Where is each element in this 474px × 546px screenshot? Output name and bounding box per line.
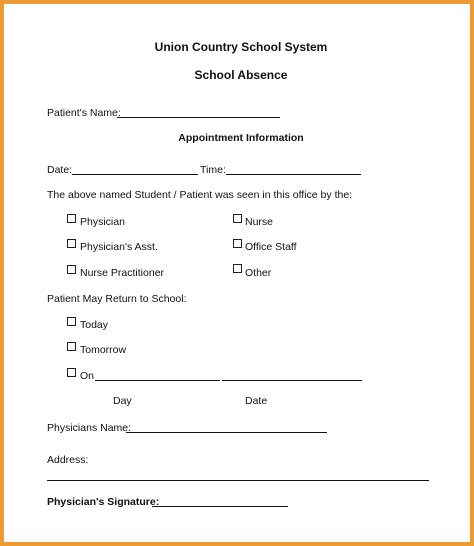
tomorrow-checkbox[interactable] xyxy=(67,342,76,351)
appointment-heading: Appointment Information xyxy=(178,132,304,144)
day-caption: Day xyxy=(113,395,132,407)
return-label: Patient May Return to School: xyxy=(47,293,187,305)
patient-name-label: Patient's Name: xyxy=(47,107,121,119)
nurse-practitioner-checkbox[interactable] xyxy=(67,265,76,274)
physician-checkbox[interactable] xyxy=(67,214,76,223)
other-checkbox[interactable] xyxy=(233,264,242,273)
on-label: On xyxy=(80,370,95,382)
on-checkbox[interactable] xyxy=(67,368,76,377)
physician-label: Physician xyxy=(80,216,125,228)
time-label: Time: xyxy=(200,164,226,176)
signature-field[interactable] xyxy=(152,506,288,507)
seen-statement: The above named Student / Patient was seen in this office by the: xyxy=(47,189,353,201)
return-day-field[interactable] xyxy=(95,380,220,381)
office-staff-label: Office Staff xyxy=(245,241,297,253)
date-caption: Date xyxy=(245,395,268,407)
return-date-field[interactable] xyxy=(222,380,362,381)
form-subtitle: School Absence xyxy=(194,68,288,82)
physicians-asst-label: Physician's Asst. xyxy=(80,241,158,253)
date-label: Date: xyxy=(47,164,73,176)
address-label: Address: xyxy=(47,454,89,466)
time-field[interactable] xyxy=(226,174,361,175)
address-field[interactable] xyxy=(47,480,429,481)
office-staff-checkbox[interactable] xyxy=(233,239,242,248)
physicians-name-label: Physicians Name: xyxy=(47,422,132,434)
tomorrow-label: Tomorrow xyxy=(80,344,127,356)
nurse-checkbox[interactable] xyxy=(233,214,242,223)
nurse-practitioner-label: Nurse Practitioner xyxy=(80,267,165,279)
patient-name-field[interactable] xyxy=(117,117,280,118)
other-label: Other xyxy=(245,267,272,279)
form-title: Union Country School System xyxy=(154,40,328,54)
signature-label: Physician's Signature: xyxy=(47,496,160,508)
date-field[interactable] xyxy=(72,174,198,175)
physicians-name-field[interactable] xyxy=(126,432,327,433)
today-checkbox[interactable] xyxy=(67,317,76,326)
today-label: Today xyxy=(80,319,109,331)
physicians-asst-checkbox[interactable] xyxy=(67,239,76,248)
nurse-label: Nurse xyxy=(245,216,274,228)
